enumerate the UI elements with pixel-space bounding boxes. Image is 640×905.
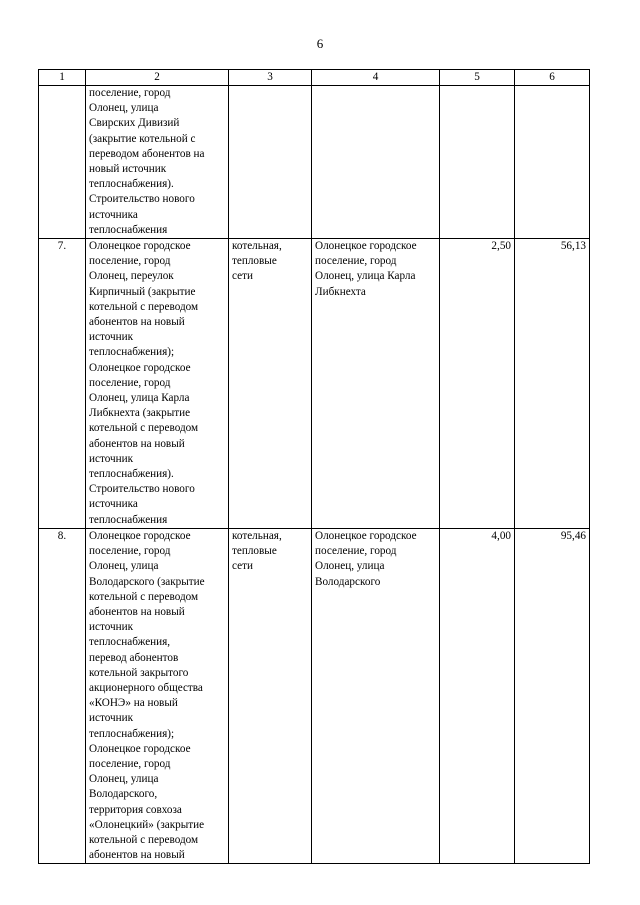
description-cell bbox=[86, 239, 229, 529]
description-cell-line: Олонецкое городское bbox=[89, 361, 191, 374]
object-type-cell-line: тепловые bbox=[232, 255, 277, 268]
description-cell-line: Олонец, улица bbox=[89, 773, 159, 786]
description-cell-line: территория совхоза bbox=[89, 803, 182, 816]
location-cell-line: Олонецкое городское bbox=[315, 240, 417, 253]
description-cell-line: «КОНЭ» на новый bbox=[89, 697, 178, 710]
description-cell-line: теплоснабжения). bbox=[89, 468, 174, 481]
description-cell-line: поселение, город bbox=[89, 255, 171, 268]
description-cell-line: абонентов на новый bbox=[89, 849, 185, 862]
value-col6-cell bbox=[515, 86, 590, 239]
location-cell-line: поселение, город bbox=[315, 255, 397, 268]
description-cell-line: переводом абонентов на bbox=[89, 147, 205, 160]
description-cell-line: источника bbox=[89, 208, 138, 221]
description-cell-line: Олонецкое городское bbox=[89, 529, 191, 542]
description-cell-line: Свирских Дивизий bbox=[89, 117, 180, 130]
table-header-row bbox=[39, 70, 590, 86]
object-type-cell-line: сети bbox=[232, 270, 253, 283]
description-cell-line: абонентов на новый bbox=[89, 437, 185, 450]
location-cell-line: Олонец, улица bbox=[315, 560, 385, 573]
object-type-cell-line: котельная, bbox=[232, 529, 282, 542]
location-cell-line: Олонецкое городское bbox=[315, 529, 417, 542]
value-col6-cell: 95,46 bbox=[515, 528, 590, 863]
description-cell-line: Олонец, улица bbox=[89, 102, 159, 115]
description-cell-line: теплоснабжения); bbox=[89, 727, 175, 740]
object-type-cell-line: тепловые bbox=[232, 545, 277, 558]
description-cell-line: Либкнехта (закрытие bbox=[89, 407, 191, 420]
description-cell-line: абонентов на новый bbox=[89, 605, 185, 618]
table-row bbox=[39, 239, 590, 529]
description-cell-line: акционерного общества bbox=[89, 681, 203, 694]
description-cell-line: Володарского, bbox=[89, 788, 158, 801]
description-cell-line: теплоснабжения). bbox=[89, 178, 174, 191]
description-cell bbox=[86, 528, 229, 863]
data-table bbox=[38, 69, 590, 864]
description-cell-line: котельной с переводом bbox=[89, 590, 199, 603]
description-cell-line: Строительство нового bbox=[89, 193, 195, 206]
description-cell-line: абонентов на новый bbox=[89, 316, 185, 329]
description-cell-line: поселение, город bbox=[89, 545, 171, 558]
location-cell-line: Либкнехта bbox=[315, 285, 366, 298]
description-cell-line: Кирпичный (закрытие bbox=[89, 285, 196, 298]
object-type-cell bbox=[229, 86, 312, 239]
description-cell-line: теплоснабжения bbox=[89, 223, 168, 236]
table-row bbox=[39, 528, 590, 863]
description-cell-line: поселение, город bbox=[89, 87, 171, 99]
description-cell-line: перевод абонентов bbox=[89, 651, 179, 664]
page-number: 6 bbox=[316, 36, 324, 51]
row-number-cell bbox=[39, 86, 86, 239]
table-body bbox=[39, 86, 590, 864]
object-type-cell-line: сети bbox=[232, 560, 253, 573]
row-number-cell: 8. bbox=[39, 528, 86, 863]
location-cell-line: Володарского bbox=[315, 575, 381, 588]
column-header: 6 bbox=[515, 70, 590, 86]
description-cell-line: поселение, город bbox=[89, 757, 171, 770]
location-cell bbox=[312, 528, 440, 863]
object-type-cell bbox=[229, 239, 312, 529]
description-cell-line: Олонецкое городское bbox=[89, 742, 191, 755]
description-cell-line: Строительство нового bbox=[89, 483, 195, 496]
description-cell-line: (закрытие котельной с bbox=[89, 132, 196, 145]
description-cell-line: источник bbox=[89, 452, 134, 465]
description-cell-line: источник bbox=[89, 331, 134, 344]
description-cell bbox=[86, 86, 229, 239]
description-cell-line: Олонец, улица bbox=[89, 560, 159, 573]
location-cell bbox=[312, 239, 440, 529]
column-header: 3 bbox=[229, 70, 312, 86]
value-col5-cell bbox=[440, 86, 515, 239]
description-cell-line: котельной с переводом bbox=[89, 300, 199, 313]
column-header: 4 bbox=[312, 70, 440, 86]
description-cell-line: новый источник bbox=[89, 163, 167, 176]
object-type-cell bbox=[229, 528, 312, 863]
table-row bbox=[39, 86, 590, 239]
object-type-cell-line: котельная, bbox=[232, 240, 282, 253]
description-cell-line: источник bbox=[89, 621, 134, 634]
location-cell-line: поселение, город bbox=[315, 545, 397, 558]
description-cell-line: котельной с переводом bbox=[89, 422, 199, 435]
description-cell-line: Олонец, переулок bbox=[89, 270, 174, 283]
row-number-cell: 7. bbox=[39, 239, 86, 529]
description-cell-line: теплоснабжения bbox=[89, 513, 168, 526]
column-header: 5 bbox=[440, 70, 515, 86]
column-header: 1 bbox=[39, 70, 86, 86]
description-cell-line: Олонецкое городское bbox=[89, 240, 191, 253]
value-col6-cell: 56,13 bbox=[515, 239, 590, 529]
description-cell-line: поселение, город bbox=[89, 376, 171, 389]
description-cell-line: «Олонецкий» (закрытие bbox=[89, 818, 205, 831]
description-cell-line: котельной с переводом bbox=[89, 833, 199, 846]
description-cell-line: теплоснабжения); bbox=[89, 346, 175, 359]
description-cell-line: котельной закрытого bbox=[89, 666, 189, 679]
column-header: 2 bbox=[86, 70, 229, 86]
description-cell-line: Олонец, улица Карла bbox=[89, 392, 190, 405]
description-cell-line: источник bbox=[89, 712, 134, 725]
description-cell-line: Володарского (закрытие bbox=[89, 575, 205, 588]
value-col5-cell: 2,50 bbox=[440, 239, 515, 529]
description-cell-line: источника bbox=[89, 498, 138, 511]
value-col5-cell: 4,00 bbox=[440, 528, 515, 863]
description-cell-line: теплоснабжения, bbox=[89, 636, 171, 649]
location-cell bbox=[312, 86, 440, 239]
location-cell-line: Олонец, улица Карла bbox=[315, 270, 416, 283]
